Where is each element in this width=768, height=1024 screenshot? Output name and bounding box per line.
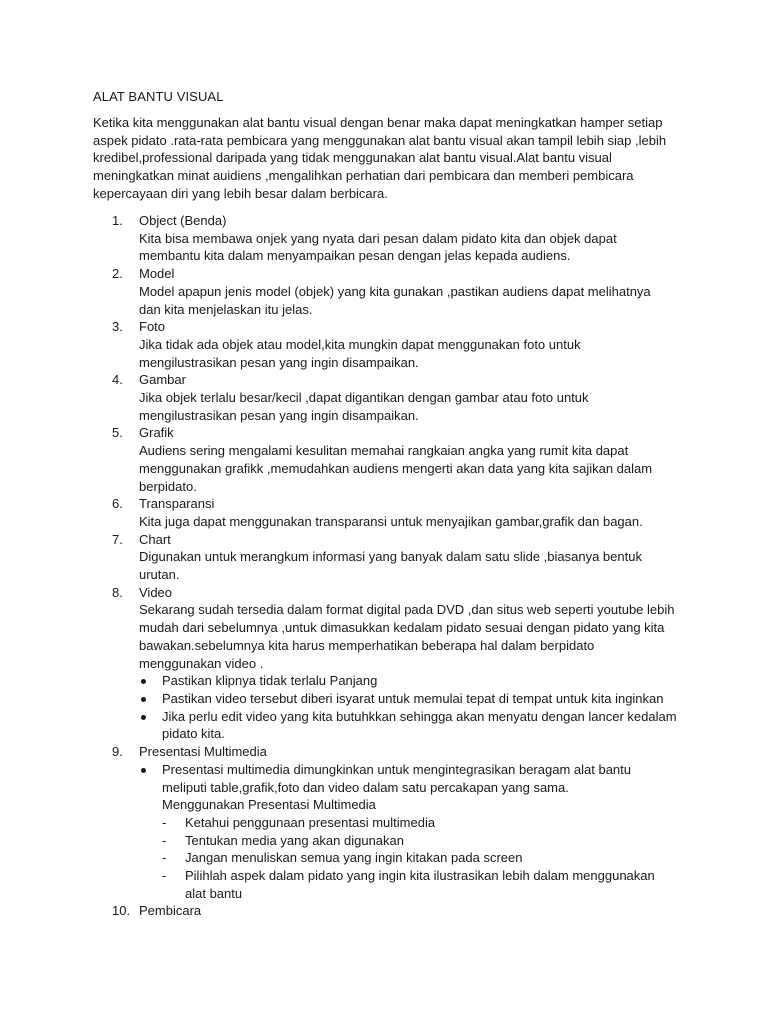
bullet-text: Jika perlu edit video yang kita butuhkkan sehingga akan menyatu dengan lancer kedalam (162, 708, 677, 724)
bullet-dot-icon (141, 768, 146, 773)
dash-mark: - (162, 814, 167, 830)
bullet-text: Pastikan klipnya tidak terlalu Panjang (162, 673, 378, 689)
dash-text: Tentukan media yang akan digunakan (185, 832, 404, 848)
dash-text: alat bantu (185, 885, 243, 901)
item-number: 1. (112, 213, 123, 228)
list-item (0, 424, 768, 495)
item-text: Digunakan untuk merangkum informasi yang banyak dalam satu slide ,biasanya bentuk (139, 549, 642, 565)
intro-line: kredibel,professional daripada yang tidak menggunakan alat bantu visual.Alat bantu visual (93, 150, 612, 166)
intro-line: meningkatkan minat auidiens ,mengalihkan perhatian dari pembicara dan memberi pembicara (93, 168, 634, 184)
intro-line: aspek pidato .rata-rata pembicara yang menggunakan alat bantu visual akan tampil lebih siap ,lebih (93, 132, 667, 148)
dash-item (162, 867, 768, 902)
dash-item (162, 814, 768, 832)
item-text: membantu kita dalam menyampaikan pesan dengan jelas kepada audiens. (139, 248, 571, 264)
dash-list (162, 814, 768, 903)
list-item (0, 902, 768, 920)
bullet-text: Menggunakan Presentasi Multimedia (162, 797, 376, 813)
item-heading: Model (139, 266, 175, 282)
item-text: mudah dari sebelumnya ,untuk dimasukkan kedalam pidato sesuai dengan pidato yang kita (139, 620, 665, 636)
bullet-dot-icon (141, 679, 146, 684)
intro-line: Ketika kita menggunakan alat bantu visual dengan benar maka dapat meningkatkan hamper setiap (93, 115, 663, 130)
list-item (0, 495, 768, 530)
item-heading: Object (Benda) (139, 213, 227, 228)
dash-text: Pilihlah aspek dalam pidato yang ingin kita ilustrasikan lebih dalam menggunakan (185, 868, 655, 884)
bullet-text: meliputi table,grafik,foto dan video dalam satu percakapan yang sama. (162, 779, 569, 795)
document-title: ALAT BANTU VISUAL (93, 89, 224, 104)
item-text: dan kita menjelaskan itu jelas. (139, 301, 313, 317)
item-number: 10. (112, 903, 131, 919)
dash-text: Ketahui penggunaan presentasi multimedia (185, 814, 436, 830)
bullet-text: Presentasi multimedia dimungkinkan untuk mengintegrasikan beragam alat bantu (162, 761, 631, 777)
dash-mark: - (162, 832, 167, 848)
aid-list (0, 212, 768, 920)
item-number: 3. (112, 319, 123, 335)
item-heading: Pembicara (139, 903, 202, 919)
bullet-list (139, 761, 768, 903)
item-text: Sekarang sudah tersedia dalam format digital pada DVD ,dan situs web seperti youtube lebih (139, 602, 675, 618)
list-item (0, 212, 768, 265)
bullet-item (139, 761, 768, 903)
bullet-dot-icon (141, 715, 146, 720)
item-text: menggunakan grafikk ,memudahkan audiens mengerti akan data yang kita sajikan dalam (139, 460, 653, 476)
item-text: mengilustrasikan pesan yang ingin disampaikan. (139, 407, 419, 423)
item-heading: Chart (139, 531, 171, 547)
item-heading: Gambar (139, 372, 186, 388)
list-item (0, 743, 768, 902)
item-number: 7. (112, 531, 123, 547)
bullet-text: Pastikan video tersebut diberi isyarat untuk memulai tepat di tempat untuk kita inginkan (162, 690, 664, 706)
list-item (0, 371, 768, 424)
item-number: 6. (112, 496, 123, 512)
item-text: Jika tidak ada objek atau model,kita mungkin dapat menggunakan foto untuk (139, 336, 581, 352)
dash-item (162, 832, 768, 850)
item-heading: Presentasi Multimedia (139, 744, 267, 760)
dash-mark: - (162, 868, 167, 884)
item-heading: Foto (139, 319, 166, 335)
item-number: 9. (112, 744, 123, 760)
intro-line: kepercayaan diri yang lebih besar dalam berbicara. (93, 185, 388, 201)
item-text: mengilustrasikan pesan yang ingin disampaikan. (139, 354, 419, 370)
item-text: urutan. (139, 567, 180, 583)
intro-paragraph (93, 114, 693, 203)
item-text: menggunakan video . (139, 655, 264, 671)
list-item (0, 318, 768, 371)
dash-mark: - (162, 850, 167, 866)
item-heading: Video (139, 584, 173, 600)
bullet-item (139, 672, 768, 690)
dash-text: Jangan menuliskan semua yang ingin kitakan pada screen (185, 850, 523, 866)
item-number: 5. (112, 425, 123, 441)
list-item (0, 531, 768, 584)
item-text: Audiens sering mengalami kesulitan memahai rangkaian angka yang rumit kita dapat (139, 443, 629, 459)
dash-item (162, 849, 768, 867)
item-text: Kita bisa membawa onjek yang nyata dari pesan dalam pidato kita dan objek dapat (139, 230, 617, 246)
item-heading: Grafik (139, 425, 174, 441)
bullet-dot-icon (141, 697, 146, 702)
bullet-item (139, 708, 768, 743)
item-text: berpidato. (139, 478, 197, 494)
item-heading: Transparansi (139, 496, 215, 512)
list-item (0, 584, 768, 743)
item-text: Model apapun jenis model (objek) yang kita gunakan ,pastikan audiens dapat melihatnya (139, 283, 651, 299)
item-number: 4. (112, 372, 123, 388)
bullet-text: pidato kita. (162, 726, 225, 742)
bullet-item (139, 690, 768, 708)
list-item (0, 265, 768, 318)
item-text: Jika objek terlalu besar/kecil ,dapat digantikan dengan gambar atau foto untuk (139, 390, 589, 406)
bullet-list (139, 672, 768, 743)
item-number: 2. (112, 266, 123, 282)
item-text: bawakan.sebelumnya kita harus memperhatikan beberapa hal dalam berpidato (139, 637, 595, 653)
item-number: 8. (112, 584, 123, 600)
item-text: Kita juga dapat menggunakan transparansi untuk menyajikan gambar,grafik dan bagan. (139, 513, 643, 529)
